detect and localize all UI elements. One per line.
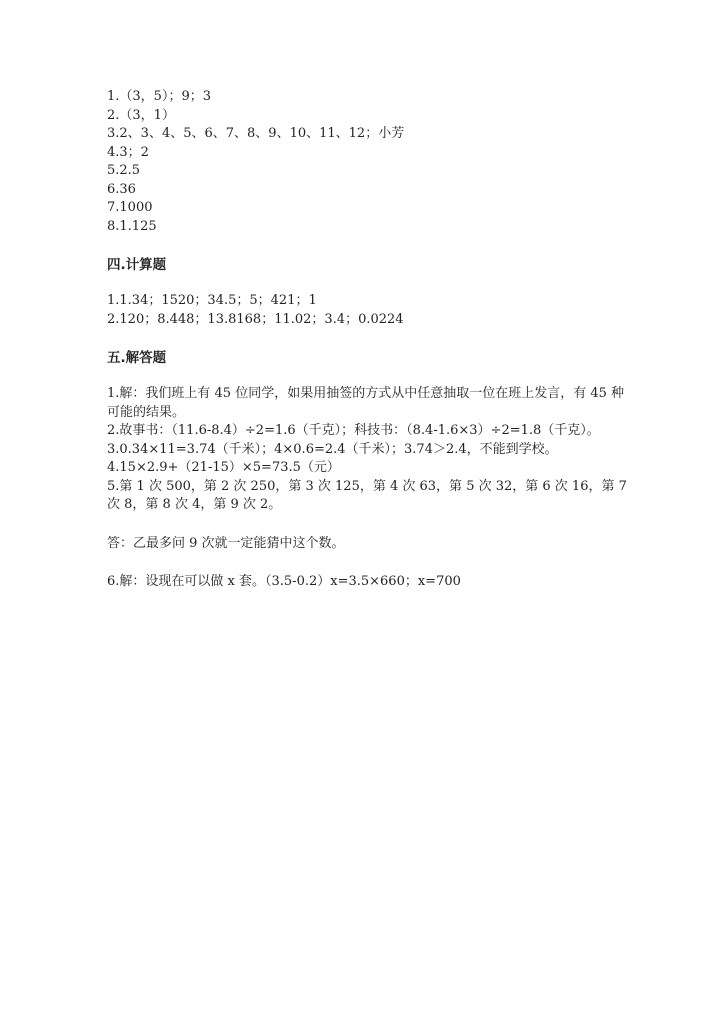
answer-line: 4.3；2	[107, 144, 149, 160]
answer-line: 2.120；8.448；13.8168；11.02；3.4；0.0224	[107, 311, 404, 327]
section4-heading: 四.计算题	[107, 257, 167, 273]
answer-line: 6.36	[107, 181, 136, 197]
answer-line: 7.1000	[107, 200, 153, 215]
section5-heading: 五.解答题	[107, 350, 167, 366]
answer-page	[107, 88, 627, 592]
answer-line: 3.2、3、4、5、6、7、8、9、10、11、12；小芳	[107, 126, 405, 141]
section5-answer-list	[107, 385, 627, 515]
answer-line: 1.（3，5）；9；3	[107, 89, 211, 104]
answer-line: 2.（3，1）	[107, 107, 175, 123]
answer-line: 2.故事书：（11.6-8.4）÷2=1.6（千克）；科技书：（8.4-1.6×3）÷2=1.8（千克）。	[107, 423, 600, 438]
answer-line: 5.2.5	[107, 163, 141, 178]
answer-line: 1.解：我们班上有 45 位同学，如果用抽签的方式从中任意抽取一位在班上发言，有 45 种可能的结果。	[107, 386, 625, 420]
answer-line: 4.15×2.9+（21-15）×5=73.5（元）	[107, 460, 340, 475]
section3-answer-list	[107, 88, 627, 236]
answer-line: 1.1.34；1520；34.5；5；421；1	[107, 293, 317, 308]
answer-line: 8.1.125	[107, 218, 157, 234]
conclusion-line: 答：乙最多问 9 次就一定能猜中这个数。	[107, 535, 345, 551]
answer-line: 5.第 1 次 500，第 2 次 250，第 3 次 125，第 4 次 63，第 5 次 32，第 6 次 16，第 7 次 8，第 8 次 4，第 9 次 2。	[107, 478, 627, 512]
section4-answer-list	[107, 292, 627, 329]
answer-line: 3.0.34×11=3.74（千米）；4×0.6=2.4（千米）；3.74＞2.4，不能到学校。	[107, 441, 558, 457]
answer-line: 6.解：设现在可以做 x 套。（3.5-0.2）x=3.5×660；x=700	[107, 574, 461, 589]
